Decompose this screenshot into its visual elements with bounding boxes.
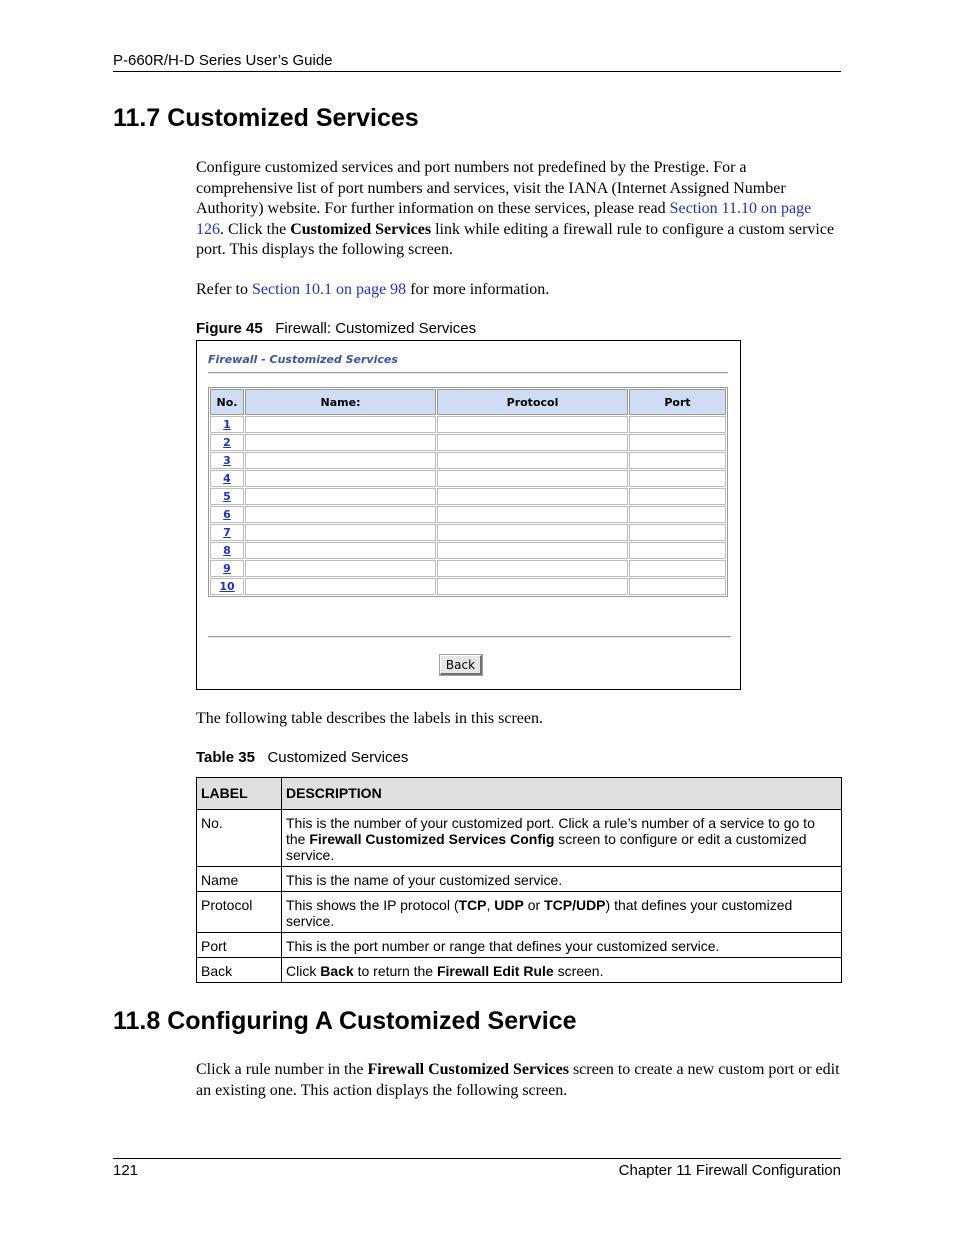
rule-number-cell bbox=[210, 578, 244, 595]
section-heading-11-7: 11.7 Customized Services bbox=[113, 104, 419, 132]
port-cell bbox=[629, 542, 726, 559]
name-cell bbox=[245, 488, 436, 505]
col-protocol: Protocol bbox=[437, 389, 628, 415]
desc-text: This is the number of your customized port. Click a rule’s number of a service to go to the bbox=[286, 815, 815, 847]
table-row bbox=[210, 488, 726, 505]
desc-text: ) that defines your customized service. bbox=[286, 897, 793, 929]
configure-text-2: screen to create a new custom port or edit an existing one. This action displays the following screen. bbox=[196, 1061, 840, 1099]
intro-bold: Customized Services bbox=[290, 220, 432, 238]
row-label: No. bbox=[197, 810, 282, 867]
refer-text-1: Refer to bbox=[196, 281, 252, 298]
row-description: This is the name of your customized service. bbox=[282, 867, 842, 892]
table-row bbox=[210, 542, 726, 559]
section-11-10-link[interactable]: Section 11.10 on page 126 bbox=[196, 200, 812, 238]
rule-number-link[interactable]: 8 bbox=[223, 544, 231, 557]
table-row bbox=[197, 810, 842, 867]
title-rule bbox=[208, 372, 728, 374]
name-cell bbox=[245, 452, 436, 469]
rule-number-cell bbox=[210, 488, 244, 505]
port-cell bbox=[629, 470, 726, 487]
port-cell bbox=[629, 578, 726, 595]
section-10-1-link[interactable]: Section 10.1 on page 98 bbox=[251, 281, 407, 298]
row-label: Name bbox=[197, 867, 282, 892]
row-label: Port bbox=[197, 933, 282, 958]
protocol-cell bbox=[437, 470, 628, 487]
rule-number-link[interactable]: 5 bbox=[223, 490, 231, 503]
figure-caption bbox=[196, 320, 476, 337]
firewall-customized-services-screen bbox=[196, 340, 741, 690]
name-cell bbox=[245, 506, 436, 523]
rule-number-link[interactable]: 10 bbox=[219, 580, 235, 593]
table-intro-text: The following table describes the labels in this screen. bbox=[196, 710, 544, 727]
port-cell bbox=[629, 416, 726, 433]
table-row bbox=[197, 867, 842, 892]
intro-text-3: link while editing a firewall rule to configure a custom service port. This displays the following screen. bbox=[196, 220, 835, 258]
table-row bbox=[210, 524, 726, 541]
footer-rule bbox=[113, 1158, 841, 1159]
intro-text-2: . Click the bbox=[220, 220, 291, 238]
rule-number-cell bbox=[210, 506, 244, 523]
desc-bold: Firewall Edit Rule bbox=[436, 963, 554, 979]
rule-number-cell bbox=[210, 416, 244, 433]
port-cell bbox=[629, 560, 726, 577]
desc-bold: TCP bbox=[458, 897, 487, 913]
name-cell bbox=[245, 434, 436, 451]
protocol-cell bbox=[437, 416, 628, 433]
rule-number-link[interactable]: 4 bbox=[223, 472, 231, 485]
label-header: LABEL bbox=[197, 778, 282, 810]
port-cell bbox=[629, 452, 726, 469]
protocol-cell bbox=[437, 434, 628, 451]
table-caption-text: Customized Services bbox=[267, 749, 409, 766]
name-cell bbox=[245, 578, 436, 595]
description-header: DESCRIPTION bbox=[282, 778, 842, 810]
page-number: 121 bbox=[113, 1162, 139, 1179]
row-description bbox=[282, 810, 842, 867]
desc-text: Click bbox=[286, 963, 321, 979]
row-description bbox=[282, 892, 842, 933]
port-cell bbox=[629, 488, 726, 505]
name-cell bbox=[245, 416, 436, 433]
row-description: This is the port number or range that defines your customized service. bbox=[282, 933, 842, 958]
chapter-title: Chapter 11 Firewall Configuration bbox=[618, 1162, 841, 1179]
desc-header-row bbox=[197, 778, 842, 810]
rule-number-cell bbox=[210, 542, 244, 559]
protocol-cell bbox=[437, 542, 628, 559]
rule-number-cell bbox=[210, 452, 244, 469]
rule-number-link[interactable]: 9 bbox=[223, 562, 231, 575]
rule-number-cell bbox=[210, 524, 244, 541]
configure-bold: Firewall Customized Services bbox=[367, 1061, 569, 1078]
running-header: P-660R/H-D Series User’s Guide bbox=[113, 52, 333, 69]
protocol-cell bbox=[437, 452, 628, 469]
desc-text: to return the bbox=[353, 963, 437, 979]
configure-paragraph bbox=[196, 1060, 841, 1101]
desc-text: , bbox=[486, 897, 495, 913]
protocol-cell bbox=[437, 578, 628, 595]
protocol-cell bbox=[437, 524, 628, 541]
port-cell bbox=[629, 434, 726, 451]
refer-paragraph bbox=[196, 280, 841, 301]
table-row bbox=[210, 416, 726, 433]
header-rule bbox=[113, 71, 841, 72]
row-label: Back bbox=[197, 958, 282, 983]
desc-bold: Firewall Customized Services Config bbox=[309, 831, 555, 847]
intro-paragraph bbox=[196, 158, 841, 261]
section-heading-11-8: 11.8 Configuring A Customized Service bbox=[113, 1007, 577, 1035]
table-row bbox=[197, 892, 842, 933]
figure-label: Figure 45 bbox=[196, 320, 263, 337]
desc-bold: UDP bbox=[494, 897, 524, 913]
rule-number-link[interactable]: 7 bbox=[223, 526, 231, 539]
table-row bbox=[210, 452, 726, 469]
rule-number-link[interactable]: 2 bbox=[223, 436, 231, 449]
back-button[interactable]: Back bbox=[440, 655, 482, 675]
col-no: No. bbox=[210, 389, 244, 415]
table-row bbox=[197, 933, 842, 958]
desc-text: or bbox=[523, 897, 545, 913]
rule-number-cell bbox=[210, 470, 244, 487]
desc-bold: Back bbox=[320, 963, 354, 979]
screen-title: Firewall - Customized Services bbox=[208, 353, 398, 366]
rule-number-cell bbox=[210, 560, 244, 577]
rule-number-link[interactable]: 1 bbox=[223, 418, 231, 431]
table-row bbox=[210, 506, 726, 523]
name-cell bbox=[245, 524, 436, 541]
services-header-row bbox=[210, 389, 726, 415]
table-row bbox=[210, 434, 726, 451]
label-description-table bbox=[196, 777, 842, 983]
table-row bbox=[197, 958, 842, 983]
table-row bbox=[210, 578, 726, 595]
table-label: Table 35 bbox=[196, 749, 255, 766]
protocol-cell bbox=[437, 506, 628, 523]
desc-text: screen to configure or edit a customized service. bbox=[286, 831, 807, 863]
refer-text-2: for more information. bbox=[406, 281, 550, 298]
table-row bbox=[210, 560, 726, 577]
desc-text: screen. bbox=[553, 963, 604, 979]
name-cell bbox=[245, 470, 436, 487]
intro-text-1: Configure customized services and port numbers not predefined by the Prestige. For a comprehensive list of port numbers and services, visit the IANA (Internet Assigned Number Authority) website. For further information on these services, please read bbox=[196, 159, 786, 217]
bottom-rule bbox=[208, 636, 731, 638]
protocol-cell bbox=[437, 560, 628, 577]
name-cell bbox=[245, 560, 436, 577]
port-cell bbox=[629, 524, 726, 541]
services-table bbox=[208, 387, 728, 597]
name-cell bbox=[245, 542, 436, 559]
table-row bbox=[210, 470, 726, 487]
configure-text-1: Click a rule number in the bbox=[196, 1061, 368, 1078]
figure-caption-text: Firewall: Customized Services bbox=[275, 320, 477, 337]
port-cell bbox=[629, 506, 726, 523]
rule-number-link[interactable]: 3 bbox=[223, 454, 231, 467]
row-description bbox=[282, 958, 842, 983]
protocol-cell bbox=[437, 488, 628, 505]
table-caption bbox=[196, 749, 408, 766]
row-label: Protocol bbox=[197, 892, 282, 933]
rule-number-cell bbox=[210, 434, 244, 451]
col-name: Name: bbox=[245, 389, 436, 415]
desc-bold: TCP/UDP bbox=[544, 897, 606, 913]
rule-number-link[interactable]: 6 bbox=[223, 508, 231, 521]
col-port: Port bbox=[629, 389, 726, 415]
desc-text: This shows the IP protocol ( bbox=[286, 897, 459, 913]
